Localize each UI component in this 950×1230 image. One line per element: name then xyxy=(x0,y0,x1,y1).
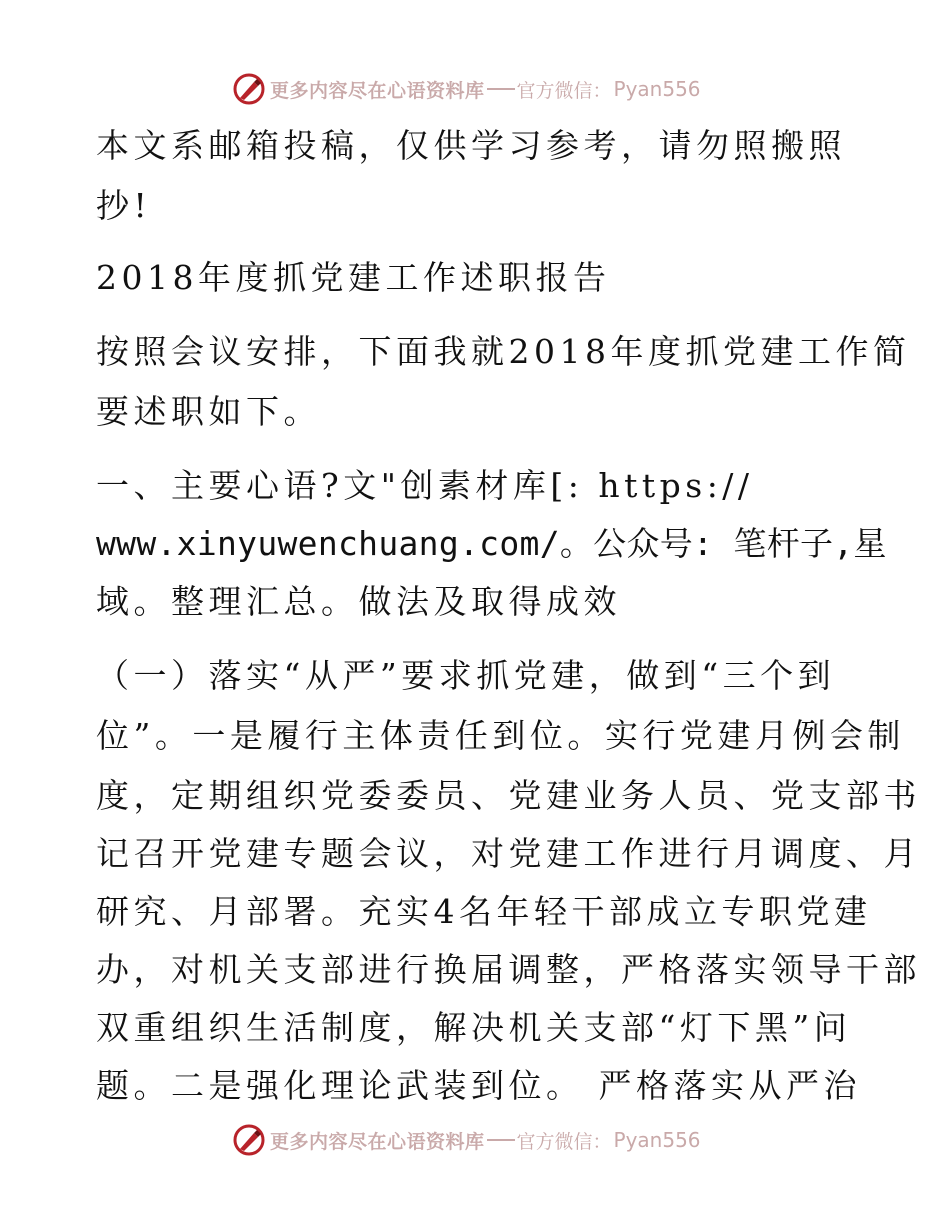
text-line: www.xinyuwenchuang.com/。公众号: 笔杆子,星 xyxy=(96,524,887,563)
text-line: 域。整理汇总。做法及取得成效 xyxy=(96,582,621,621)
text-line: 本文系邮箱投稿，仅供学习参考，请勿照搬照 xyxy=(96,126,846,165)
text-line: 题。二是强化理论武装到位。 严格落实从严治 xyxy=(96,1066,861,1105)
watermark-wechat-id: Pyan556 xyxy=(613,77,701,101)
document-title: 2018年度抓党建工作述职报告 xyxy=(96,258,611,297)
text-line: 按照会议安排，下面我就2018年度抓党建工作简 xyxy=(96,332,911,371)
section-heading: 一、主要心语?文"创素材库[: https:// xyxy=(96,466,754,505)
watermark-wechat-id: Pyan556 xyxy=(613,1128,701,1152)
watermark-site-text: 更多内容尽在心语资料库 xyxy=(270,1130,485,1153)
watermark-dash xyxy=(487,1139,515,1141)
header-watermark xyxy=(232,72,701,106)
text-line: 记召开党建专题会议，对党建工作进行月调度、月 xyxy=(96,834,921,873)
text-line: （一）落实“从严”要求抓党建，做到“三个到 xyxy=(96,656,836,695)
text-line: 度，定期组织党委委员、党建业务人员、党支部书 xyxy=(96,776,921,815)
text-line: 要述职如下。 xyxy=(96,392,321,431)
watermark-dash xyxy=(487,88,515,90)
text-line: 研究、月部署。充实4名年轻干部成立专职党建 xyxy=(96,892,872,931)
watermark-wechat-label: 官方微信： xyxy=(516,79,612,102)
text-line: 双重组织生活制度，解决机关支部“灯下黑”问 xyxy=(96,1008,852,1047)
footer-watermark xyxy=(232,1123,701,1157)
watermark-wechat-label: 官方微信： xyxy=(516,1130,612,1153)
pen-logo-icon xyxy=(232,72,266,106)
watermark-site-text: 更多内容尽在心语资料库 xyxy=(270,79,485,102)
text-line: 位”。一是履行主体责任到位。实行党建月例会制 xyxy=(96,716,905,755)
pen-logo-icon xyxy=(232,1123,266,1157)
text-line: 办，对机关支部进行换届调整，严格落实领导干部 xyxy=(96,950,921,989)
text-line: 抄! xyxy=(96,186,152,225)
